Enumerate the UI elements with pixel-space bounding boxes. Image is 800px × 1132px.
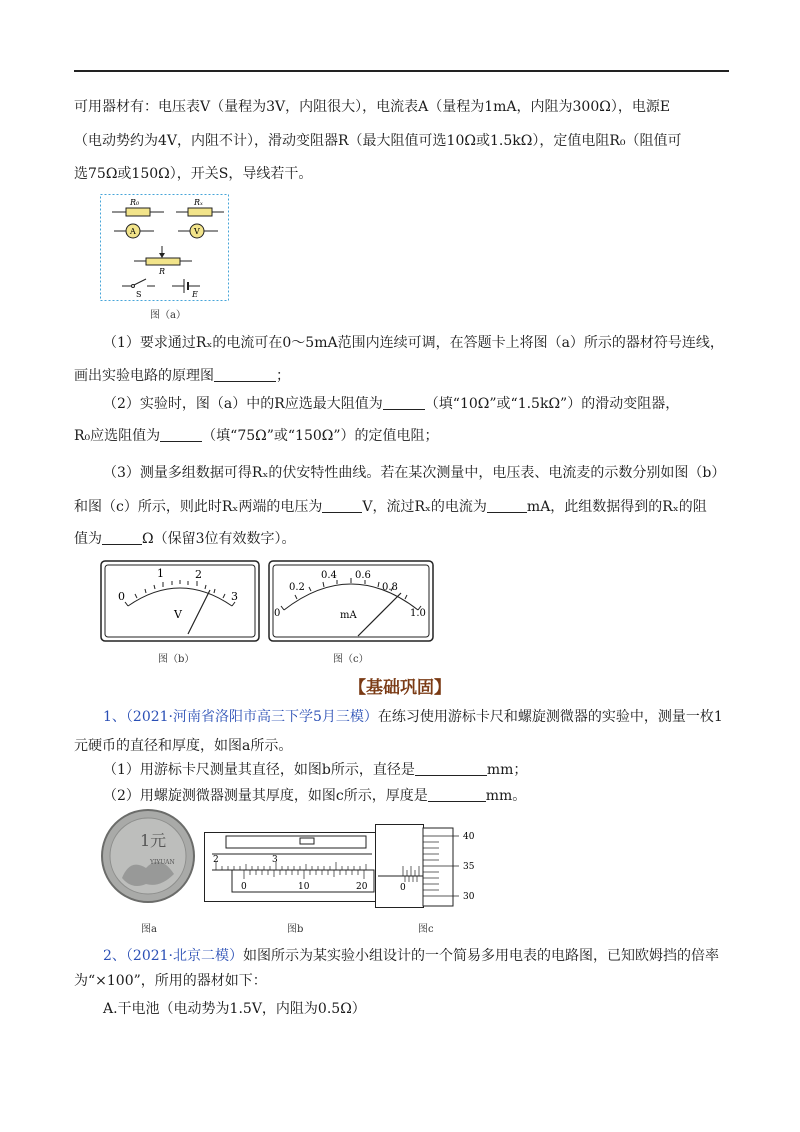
p2-text-a: 如图所示为某实验小组设计的一个简易多用电表的电路图，已知欧姆挡的倍率 xyxy=(243,948,720,964)
q3-line-3-text: 值为 xyxy=(74,531,102,547)
q1-line-2-end: ； xyxy=(276,368,290,384)
q2-line-1-text: （2）实验时，图（a）中的R应选最大阻值为 xyxy=(103,396,383,412)
p2-source[interactable]: （2021·北京二模） xyxy=(125,948,244,964)
p2-line-1 xyxy=(103,946,719,966)
meter-c-tick-1: 0.2 xyxy=(289,582,305,593)
answer-blank-thickness[interactable] xyxy=(428,787,486,802)
caliper-vernier-0: 0 xyxy=(241,882,247,892)
label-s: S xyxy=(136,290,142,299)
answer-blank-q3-voltage[interactable] xyxy=(322,498,362,513)
answer-blank-q2-r[interactable] xyxy=(383,395,425,410)
p1-sub-2-unit: mm。 xyxy=(485,788,527,804)
p1-source[interactable]: （2021·河南省洛阳市高三下学5月三模） xyxy=(125,709,378,725)
meter-b-unit: V xyxy=(174,608,182,621)
p1-sub-1-text: （1）用游标卡尺测量其直径，如图b所示，直径是 xyxy=(103,762,415,778)
meter-b-voltmeter xyxy=(100,560,260,642)
caliper-vernier-20: 20 xyxy=(356,882,368,892)
meter-b-tick-0: 0 xyxy=(118,590,125,603)
q2-line-2-end: （填“75Ω”或“150Ω”）的定值电阻； xyxy=(202,428,439,444)
micrometer-35: 35 xyxy=(463,862,475,872)
q2-line-1-end: （填“10Ω”或“1.5kΩ”）的滑动变阻器， xyxy=(424,396,680,412)
meter-c-tick-0: 0 xyxy=(274,608,281,619)
caliper-figure xyxy=(204,832,376,902)
answer-blank-q1[interactable] xyxy=(214,367,276,382)
caliper-main-3: 3 xyxy=(272,855,278,865)
answer-blank-diameter[interactable] xyxy=(415,761,487,776)
q3-line-2-text: 和图（c）所示，则此时Rₓ两端的电压为 xyxy=(74,499,323,515)
rheostat-symbol xyxy=(146,258,180,265)
intro-line-2: （电动势约为4V，内阻不计），滑动变阻器R（最大阻值可选10Ω或1.5kΩ），定值电阻R₀（阻值可 xyxy=(74,133,682,149)
caliper-main-2: 2 xyxy=(213,855,219,865)
label-a: A xyxy=(130,227,136,236)
meter-c-tick-5: 1.0 xyxy=(410,608,426,619)
coin-text: YIYUAN xyxy=(150,859,175,866)
micrometer-40: 40 xyxy=(463,832,475,842)
p2-number: 2、 xyxy=(103,948,126,964)
switch-symbol xyxy=(134,279,146,285)
q2-line-2-text: R₀应选阻值为 xyxy=(74,428,161,444)
section-heading: 【基础巩固】 xyxy=(349,678,451,698)
intro-line-1: 可用器材有：电压表V（量程为3V，内阻很大），电流表A（量程为1mA，内阻为300Ω），电源E xyxy=(74,99,671,115)
q1-line-2 xyxy=(74,366,290,386)
coin-value: 1元 xyxy=(140,831,167,850)
meter-b-tick-2: 2 xyxy=(195,568,202,581)
micrometer-figure xyxy=(375,824,487,908)
label-rx: Rₓ xyxy=(194,198,203,207)
q3-line-2-mid: V，流过Rₓ的电流为 xyxy=(362,499,487,515)
meter-c-tick-4: 0.8 xyxy=(382,582,398,593)
caption-c: 图c xyxy=(418,924,434,935)
q3-line-2-end: mA，此组数据得到的Rₓ的阻 xyxy=(526,499,707,515)
q3-line-3-end: Ω（保留3位有效数字）。 xyxy=(142,531,296,547)
resistor-r0-symbol xyxy=(126,208,150,216)
q3-line-1: （3）测量多组数据可得Rₓ的伏安特性曲线。若在某次测量中，电压表、电流麦的示数分别如图（b） xyxy=(103,465,726,481)
caption-b: 图b xyxy=(287,924,304,935)
p1-number: 1、 xyxy=(103,709,126,725)
meter-c-milliammeter xyxy=(268,560,434,642)
meter-c-tick-2: 0.4 xyxy=(321,570,337,581)
micrometer-zero: 0 xyxy=(400,883,406,893)
caliper-vernier-10: 10 xyxy=(298,882,310,892)
label-v: V xyxy=(194,227,200,236)
figure-a-caption: 图（a） xyxy=(150,310,186,321)
answer-blank-q2-r0[interactable] xyxy=(160,427,202,442)
q1-line-2-text: 画出实验电路的原理图 xyxy=(74,368,214,384)
p2-line-2: 为“×100”，所用的器材如下： xyxy=(74,973,267,989)
label-e: E xyxy=(192,290,198,299)
meter-b-tick-1: 1 xyxy=(157,567,164,580)
p1-sub-2-text: （2）用螺旋测微器测量其厚度，如图c所示，厚度是 xyxy=(103,788,428,804)
meter-c-tick-3: 0.6 xyxy=(355,570,371,581)
q2-line-2 xyxy=(74,426,439,446)
p1-text-a: 在练习使用游标卡尺和螺旋测微器的实验中，测量一枚1 xyxy=(377,709,723,725)
meter-b-tick-3: 3 xyxy=(231,590,238,603)
top-rule xyxy=(74,70,729,72)
q2-line-1 xyxy=(103,394,679,414)
answer-blank-q3-current[interactable] xyxy=(487,498,527,513)
resistor-rx-symbol xyxy=(188,208,212,216)
meter-c-unit: mA xyxy=(340,610,357,621)
micrometer-30: 30 xyxy=(463,892,475,902)
p1-sub-1 xyxy=(103,760,527,780)
meter-c-caption: 图（c） xyxy=(333,654,369,665)
p2-item-a: A.干电池（电动势为1.5V，内阻为0.5Ω） xyxy=(103,1001,366,1017)
answer-blank-q3-resistance[interactable] xyxy=(102,530,142,545)
caption-a: 图a xyxy=(141,924,157,935)
p1-line-2: 元硬币的直径和厚度，如图a所示。 xyxy=(74,738,293,754)
q3-line-3 xyxy=(74,529,296,549)
p1-line-1 xyxy=(103,707,723,727)
meter-b-caption: 图（b） xyxy=(158,654,195,665)
coin-figure xyxy=(100,808,196,904)
label-r0: R₀ xyxy=(130,198,140,207)
p1-sub-2 xyxy=(103,786,526,806)
q3-line-2 xyxy=(74,497,707,517)
p1-sub-1-unit: mm； xyxy=(486,762,528,778)
q1-line-1: （1）要求通过Rₓ的电流可在0～5mA范围内连续可调，在答题卡上将图（a）所示的器材符号连线， xyxy=(103,335,724,351)
intro-line-3: 选75Ω或150Ω），开关S，导线若干。 xyxy=(74,166,313,182)
label-r: R xyxy=(159,267,166,276)
figure-a-components xyxy=(100,194,230,302)
